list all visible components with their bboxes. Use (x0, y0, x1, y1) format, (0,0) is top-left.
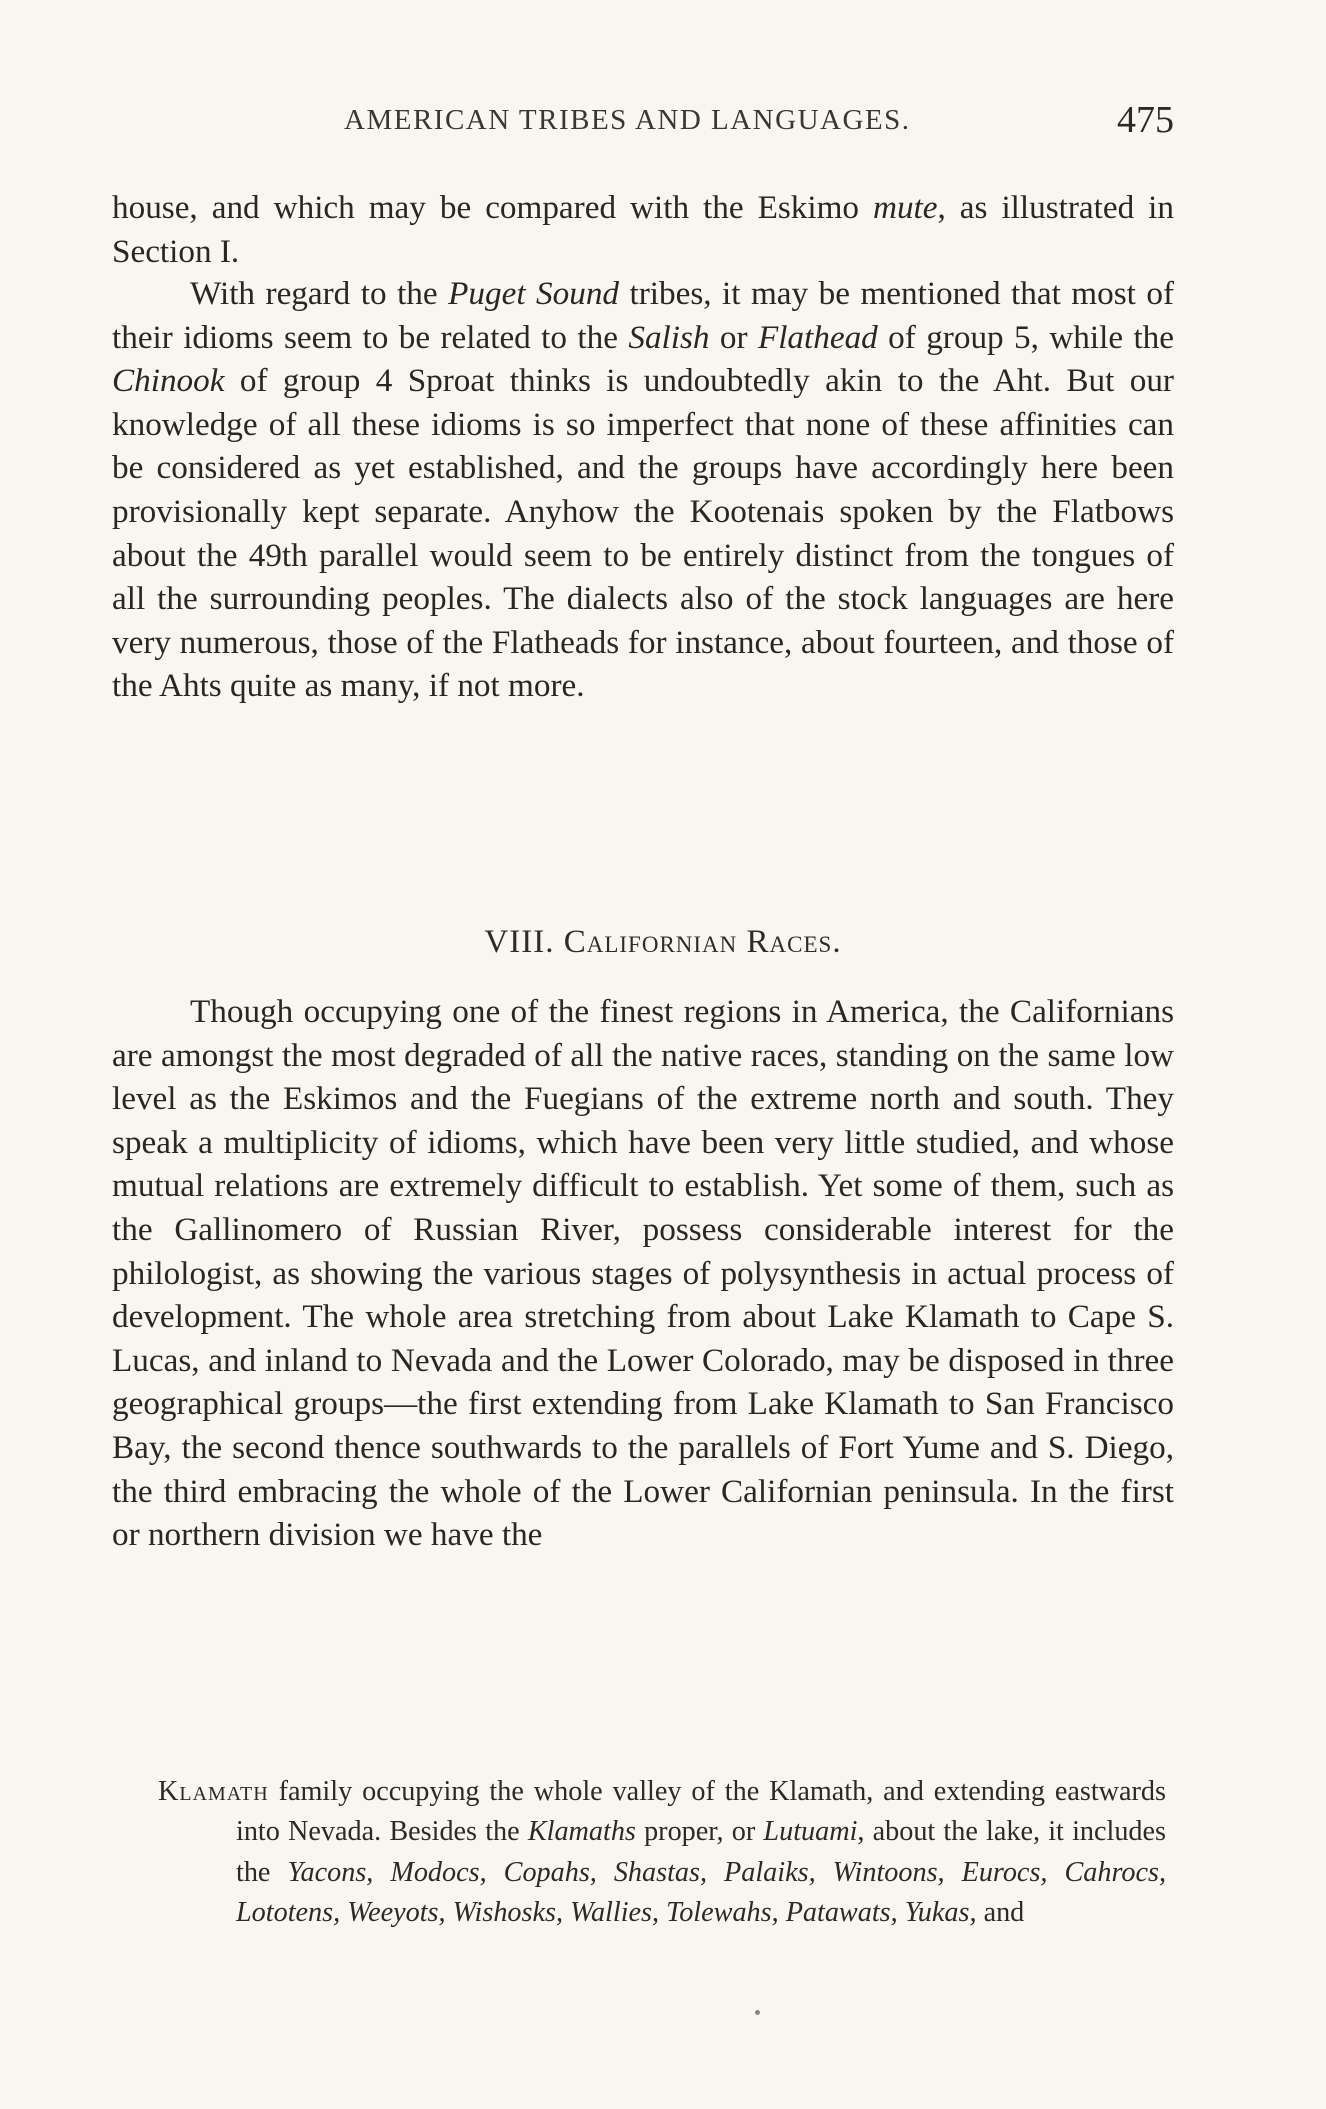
printer-mark (755, 2010, 760, 2015)
footnote (158, 1772, 1166, 1934)
emphasis: mute (873, 189, 938, 226)
emphasis: Chinook (112, 362, 225, 400)
text-run: and (976, 1897, 1025, 1929)
paragraph-puget-sound (112, 272, 1174, 708)
emphasis: Flathead (757, 318, 878, 356)
emphasis: Yacons, Modocs, Copahs, Shastas, Palaiks, Wintoons, Eurocs, Cahrocs, Lototens, Weeyots, Wishosks, Wallies, Tolewahs, Patawats, Yukas, (236, 1856, 1166, 1929)
running-header (112, 99, 1174, 148)
paragraph-continuation (112, 186, 1174, 273)
text-run: of group 5, while the (877, 318, 1174, 356)
emphasis: Salish (628, 318, 710, 356)
running-title: AMERICAN TRIBES AND LANGUAGES. (344, 104, 911, 136)
text-run: , as illustrated in Section I. (112, 189, 1174, 270)
section-heading (0, 924, 1326, 961)
text-run: proper, or (635, 1816, 764, 1848)
text-run: family occupying the whole valley of the Klamath, and extending eastwards into Nevada. Besides the (236, 1776, 1166, 1848)
emphasis: Lutuami (763, 1816, 858, 1848)
text-run: or (709, 318, 758, 356)
text-run: , about the lake, it includes the (236, 1816, 1167, 1888)
paragraph-californians (112, 990, 1174, 1557)
paragraph-text: Though occupying one of the finest regions in America, the Californians are amongst the most degraded of all the native races, standing on the same low level as the Eskimos and the Fuegians of the extreme north and south. They speak a multiplicity of idioms, which have been very little studied, and whose mutual relations are extremely difficult to establish. Yet some of them, such as the Gallinomero of Russian River, possess considerable interest for the philologist, as showing the various stages of polysynthesis in actual process of development. The whole area stretching from about Lake Klamath to Cape S. Lucas, and inland to Nevada and the Lower Colorado, may be disposed in three geographical groups—the first extending from Lake Klamath to San Francisco Bay, the second thence southwards to the parallels of Fort Yume and S. Diego, the third embracing the whole of the Lower Californian peninsula. In the first or northern division we have the (112, 993, 1174, 1554)
text-run: of group 4 Sproat thinks is undoubtedly akin to the Aht. But our knowledge of all these idioms is so imperfect that none of these affinities can be considered as yet established, and the groups have accordingly here been provisionally kept separate. Anyhow the Kootenais spoken by the Flatbows about the 49th parallel would seem to be entirely distinct from the tongues of all the surrounding peoples. The dialects also of the stock languages are here very numerous, those of the Flatheads for instance, about fourteen, and those of the Ahts quite as many, if not more. (112, 362, 1174, 705)
text-run: With regard to the (190, 275, 449, 312)
text-run: house, and which may be compared with the Eskimo (112, 189, 873, 226)
text-run: tribes, it may be mentioned that most of their idioms seem to be related to the (112, 275, 1174, 356)
section-title: Californian Races. (563, 924, 842, 960)
emphasis: Klamaths (527, 1816, 636, 1848)
emphasis: Puget Sound (448, 275, 620, 312)
section-numeral: VIII. (484, 924, 555, 960)
footnote-lead: Klamath (158, 1776, 269, 1807)
page-number: 475 (1117, 99, 1174, 141)
